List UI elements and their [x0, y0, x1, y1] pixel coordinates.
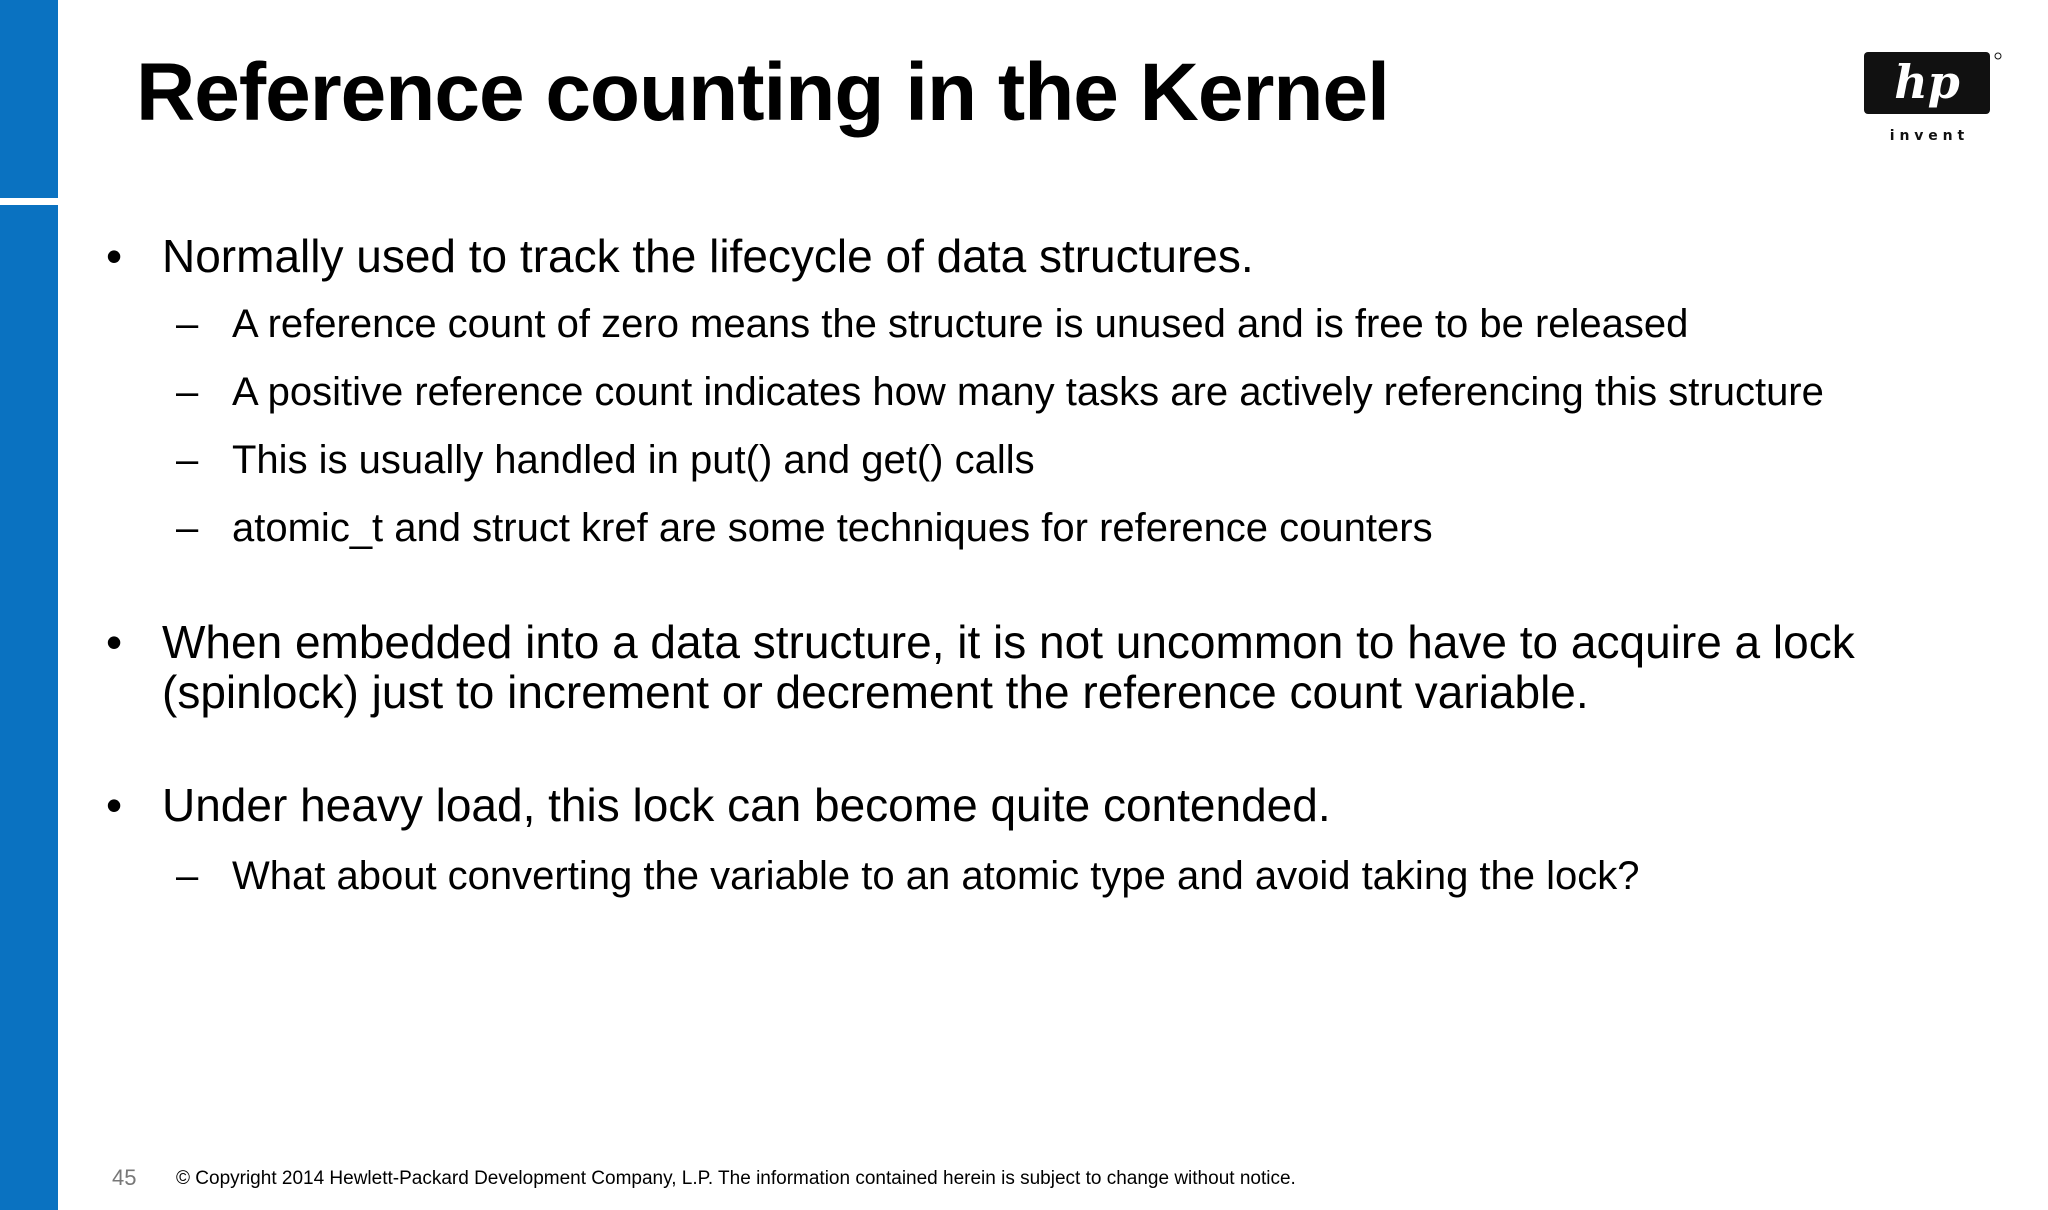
page-number: 45	[112, 1165, 137, 1190]
sub-bullet-text: A positive reference count indicates how many tasks are actively referencing this structure	[232, 370, 1824, 414]
slide-title: Reference counting in the Kernel	[136, 47, 1389, 138]
bullet-marker: •	[106, 779, 123, 831]
bullet-marker: •	[106, 230, 123, 282]
dash-marker: –	[176, 854, 199, 898]
bullet-text-line-2: (spinlock) just to increment or decrement the reference count variable.	[162, 666, 1589, 718]
sub-bullet-text: This is usually handled in put() and get() calls	[232, 438, 1035, 482]
dash-marker: –	[176, 302, 199, 346]
bullet-marker: •	[106, 616, 123, 668]
hp-logo-mark: hp	[1894, 55, 1960, 109]
copyright-notice: © Copyright 2014 Hewlett-Packard Development Company, L.P. The information contained herein is subject to change without notice.	[176, 1168, 1296, 1189]
dash-marker: –	[176, 506, 199, 550]
dash-marker: –	[176, 438, 199, 482]
sub-bullet-text: A reference count of zero means the structure is unused and is free to be released	[232, 302, 1689, 346]
dash-marker: –	[176, 370, 199, 414]
bullet-text-line-1: When embedded into a data structure, it is not uncommon to have to acquire a lock	[162, 616, 1855, 668]
bullet-text: Under heavy load, this lock can become quite contended.	[162, 779, 1331, 831]
bullet-text: Normally used to track the lifecycle of data structures.	[162, 230, 1254, 282]
sub-bullet-text: What about converting the variable to an atomic type and avoid taking the lock?	[232, 854, 1640, 898]
hp-logo-tagline: i n v e n t	[1889, 128, 1965, 144]
sub-bullet-text: atomic_t and struct kref are some techniques for reference counters	[232, 506, 1433, 550]
